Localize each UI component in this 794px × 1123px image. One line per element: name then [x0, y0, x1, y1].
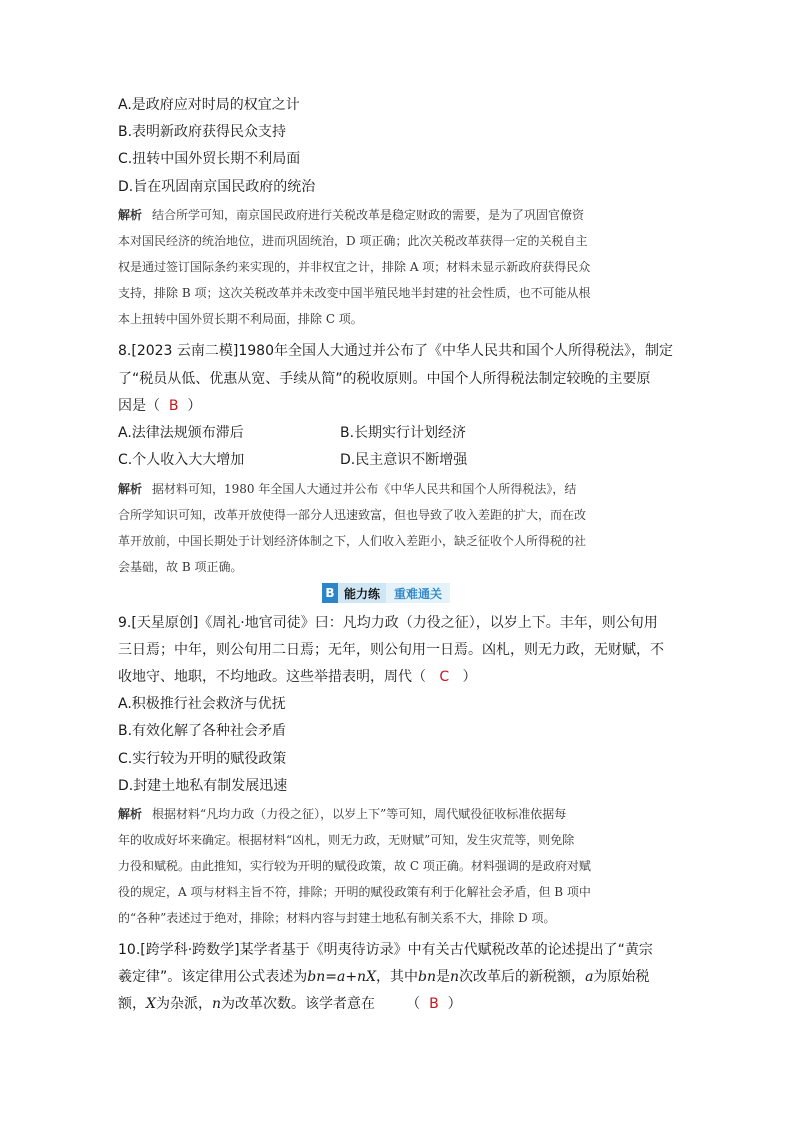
q8-option-c: C.个人收入大大增加	[118, 452, 245, 468]
q9-stem-line: 收地守、地职，不均地政。这些举措表明，周代（ C ）	[118, 669, 477, 685]
q7-option-c: C.扭转中国外贸长期不利局面	[118, 151, 301, 167]
q8-stem-line: 了“税员从低、优惠从宽、手续从简”的税收原则。中国个人所得税法制定较晚的主要原	[118, 371, 651, 387]
q7-analysis-line: 支持，排除 B 项；这次关税改革并未改变中国半殖民地半封建的社会性质，也不可能从根	[118, 286, 591, 300]
q8-analysis-line: 革开放前，中国长期处于计划经济体制之下，人们收入差距小，缺乏征收个人所得税的社	[118, 534, 587, 548]
q7-analysis-label: 解析	[118, 208, 143, 222]
q10-formula: bn=a+nX	[307, 969, 377, 985]
q8-options-row	[118, 451, 468, 469]
section-letter: B	[322, 583, 338, 603]
q7-option-a: A.是政府应对时局的权宜之计	[118, 97, 300, 113]
q7-analysis-line: 权是通过签订国际条约来实现的，并非权宜之计，排除 A 项；材料未显示新政府获得民众	[118, 260, 591, 274]
section-subtitle: 重难通关	[386, 583, 450, 603]
section-badge	[322, 583, 450, 603]
q7-option-d: D.旨在巩固南京国民政府的统治	[118, 179, 316, 195]
q9-option-a: A.积极推行社会救济与优抚	[118, 696, 286, 712]
q8-options-row	[118, 424, 467, 442]
q9-analysis-label: 解析	[118, 807, 143, 821]
q10-answer: B	[429, 996, 439, 1012]
q9-stem-line: 9.[天星原创]《周礼·地官司徒》曰：凡均力政（力役之征），以岁上下。丰年，则公旬用	[118, 615, 658, 631]
q9-analysis-line: 力役和赋税。由此推知，实行较为开明的赋役政策，故 C 项正确。材料强调的是政府对赋	[118, 859, 591, 873]
q9-analysis-line: 年的收成好坏来确定。根据材料“凶札，则无力政，无财赋”可知，发生灾荒等，则免除	[118, 833, 575, 847]
q9-analysis-line: 的“各种”表述过于绝对，排除；材料内容与封建土地私有制关系不大，排除 D 项。	[118, 911, 556, 925]
q8-analysis-line: 合所学知识可知，改革开放使得一部分人迅速致富，但也导致了收入差距的扩大，而在改	[118, 508, 587, 522]
q9-answer: C	[439, 669, 450, 685]
q10-stem-line: 10.[跨学科·跨数学]某学者基于《明夷待访录》中有关古代赋税改革的论述提出了“黄宗	[118, 942, 653, 958]
section-title: 能力练	[338, 583, 386, 603]
q7-analysis-line: 解析 结合所学可知，南京国民政府进行关税改革是稳定财政的需要，是为了巩固官僚资	[118, 208, 585, 222]
q9-option-c: C.实行较为开明的赋役政策	[118, 751, 287, 767]
q9-option-b: B.有效化解了各种社会矛盾	[118, 723, 287, 739]
q8-analysis-label: 解析	[118, 482, 143, 496]
q7-analysis-line: 本对国民经济的统治地位，进而巩固统治，D 项正确；此次关税改革获得一定的关税自主	[118, 234, 588, 248]
q9-analysis-line: 役的规定，A 项与材料主旨不符，排除；开明的赋役政策有利于化解社会矛盾，但 B 项中	[118, 885, 591, 899]
q9-analysis-line: 解析 根据材料“凡均力政（力役之征），以岁上下”等可知，周代赋役征收标准依据每	[118, 807, 567, 821]
q8-analysis-line: 会基础，故 B 项正确。	[118, 560, 243, 574]
q8-option-a: A.法律法规颁布滞后	[118, 425, 244, 441]
q8-stem-line: 8.[2023 云南二模]1980年全国人大通过并公布了《中华人民共和国个人所得税法》，制定	[118, 343, 673, 359]
q7-analysis-line: 本上扭转中国外贸长期不利局面，排除 C 项。	[118, 312, 363, 326]
q10-stem-line: 额，X为杂派，n为改革次数。该学者意在 （ B ）	[118, 996, 462, 1012]
q8-stem-line: 因是（ B ）	[118, 398, 202, 414]
q9-stem-line: 三日焉；中年，则公旬用二日焉；无年，则公旬用一日焉。凶札，则无力政，无财赋，不	[118, 642, 664, 658]
q8-answer: B	[168, 398, 179, 414]
q7-option-b: B.表明新政府获得民众支持	[118, 124, 287, 140]
q10-stem-line: 羲定律”。该定律用公式表述为bn=a+nX，其中bn是n次改革后的新税额，a为原始税	[118, 969, 650, 985]
q8-option-b: B.长期实行计划经济	[340, 425, 467, 441]
q8-analysis-line: 解析 据材料可知，1980 年全国人大通过并公布《中华人民共和国个人所得税法》，结	[118, 482, 577, 496]
q9-option-d: D.封建土地私有制发展迅速	[118, 778, 288, 794]
q8-option-d: D.民主意识不断增强	[340, 452, 468, 468]
